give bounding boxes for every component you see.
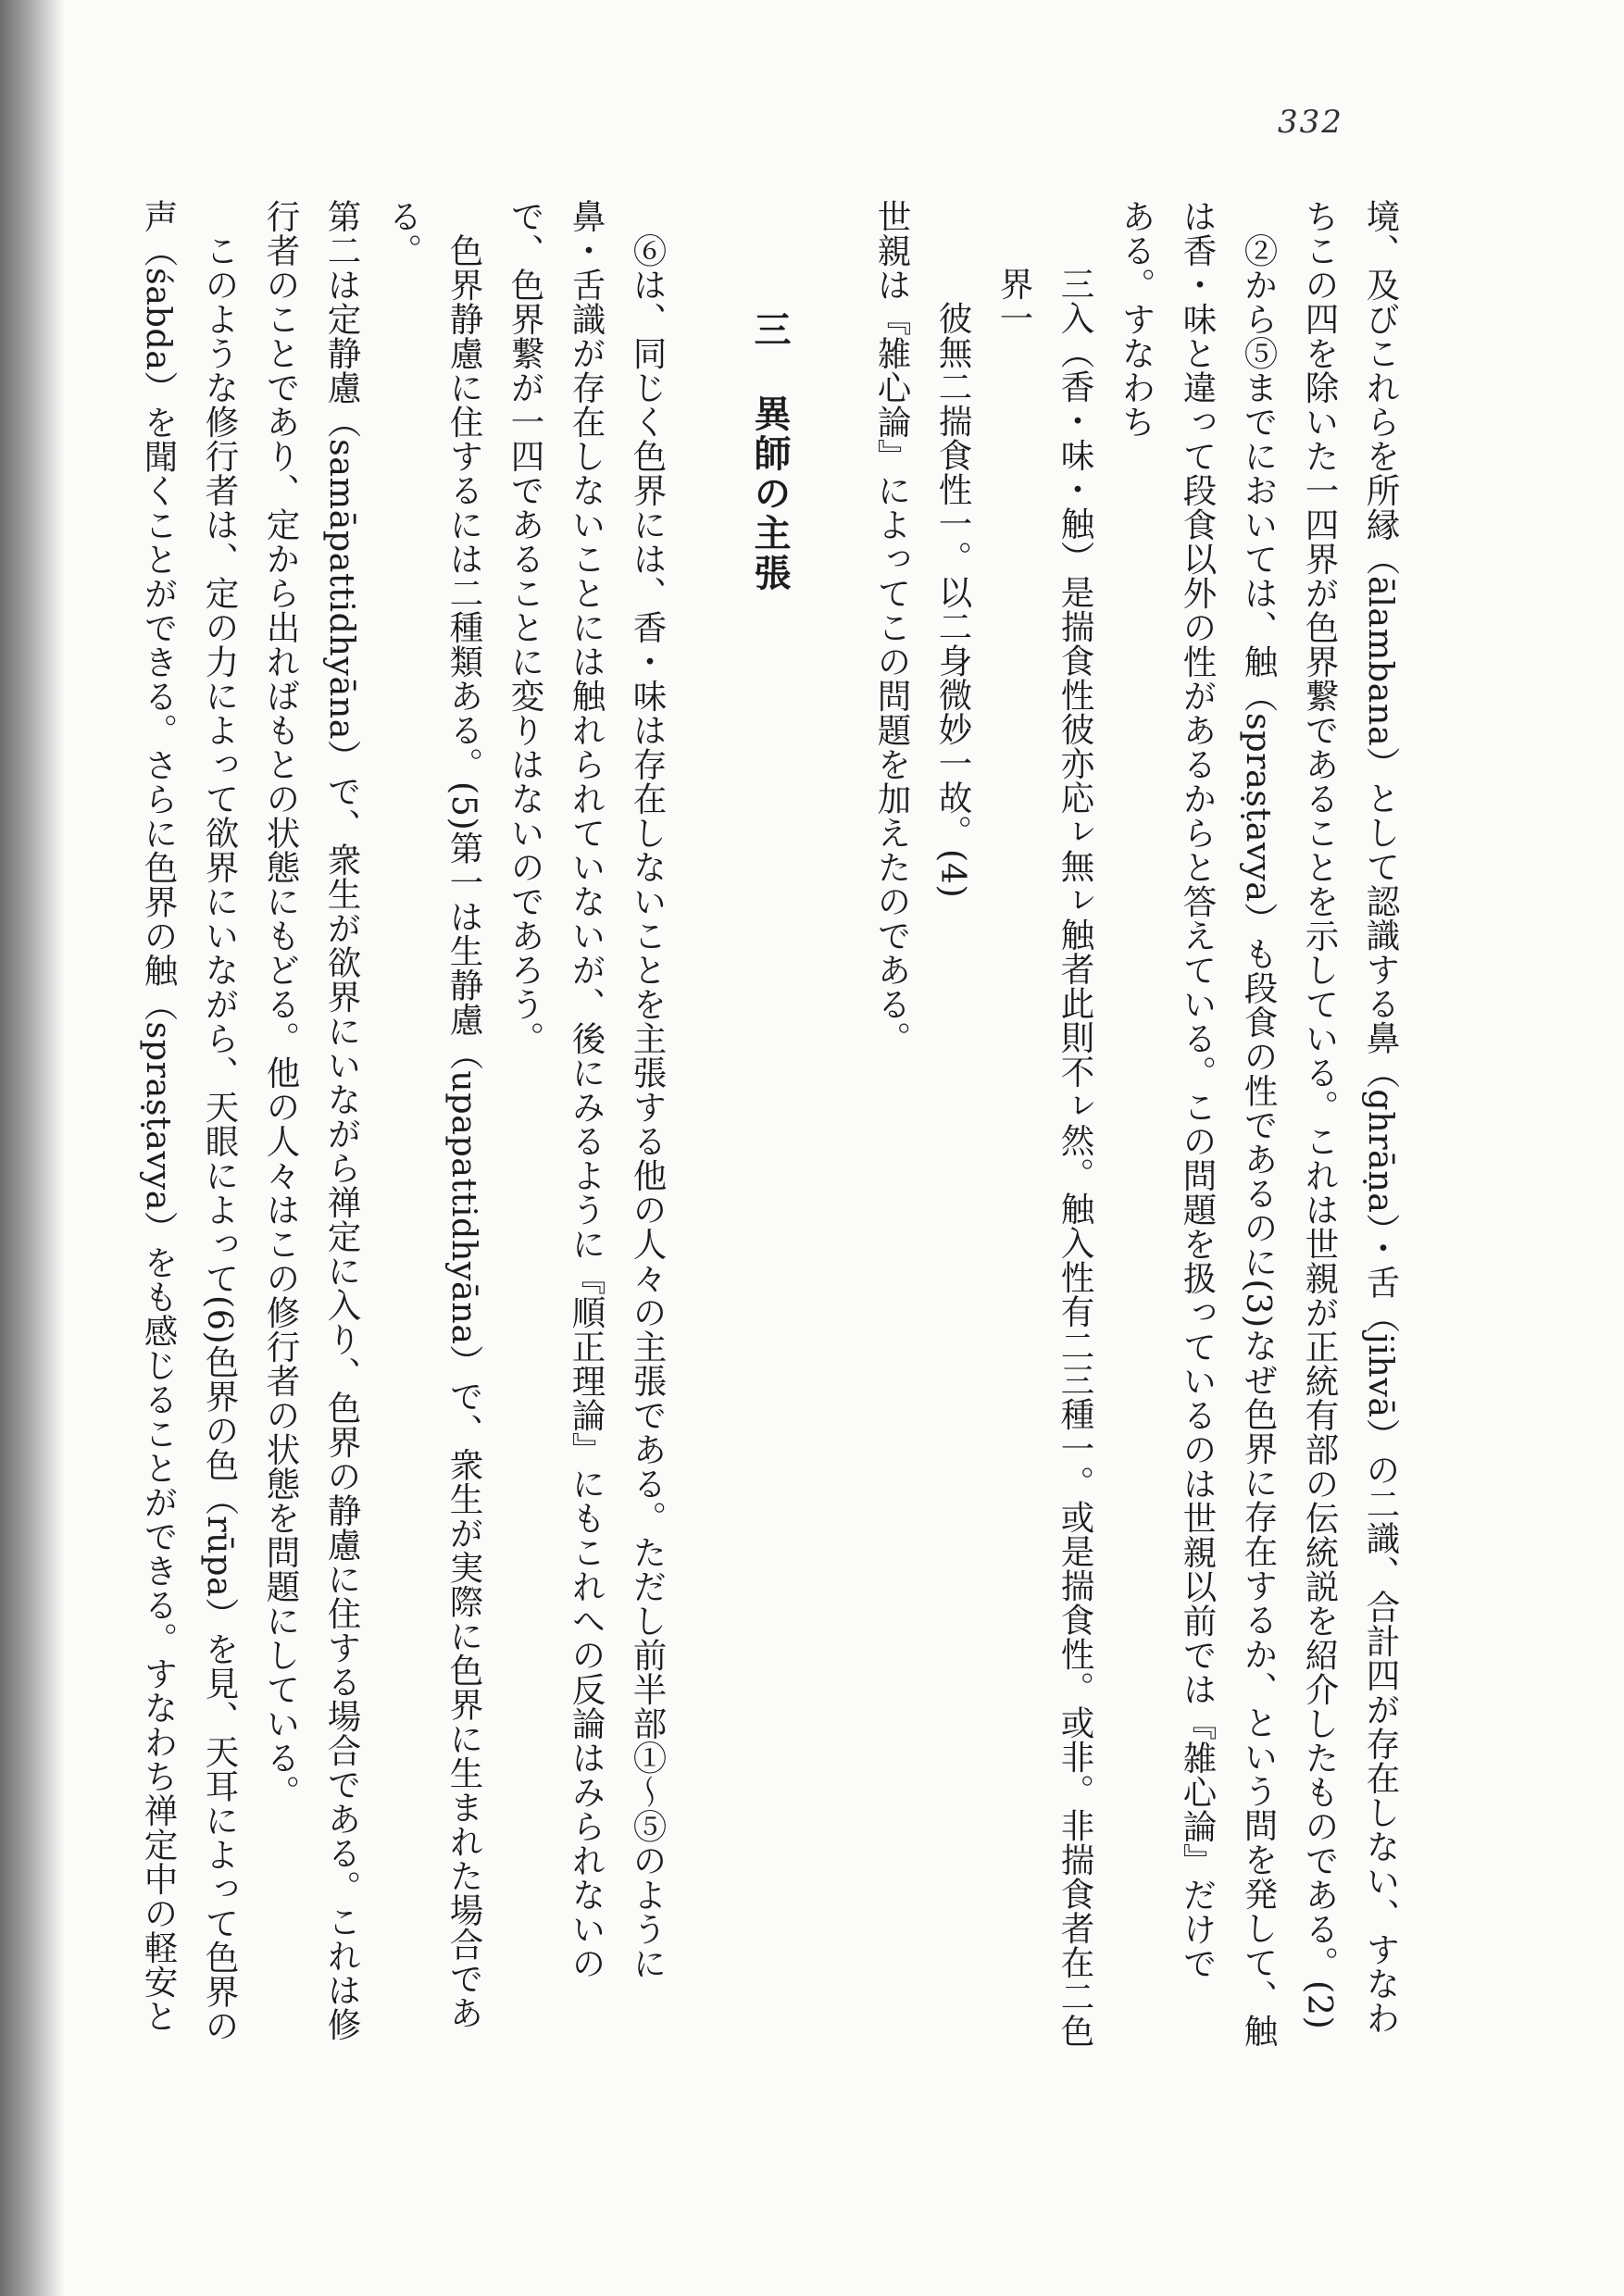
- body-text: [128, 199, 1411, 2051]
- text-line: 行者のことであり、定から出ればもとの状態にもどる。他の人々はこの修行者の状態を問題にしている。: [261, 199, 301, 1809]
- text-line: は香・味と違って段食以外の性があるからと答えている。この問題を扱っているのは世親以前では『雑心論』だけで: [1178, 199, 1218, 1980]
- section-heading: [739, 199, 800, 2051]
- section-title: 異師の主張: [748, 394, 792, 593]
- section-number: 三: [748, 310, 792, 350]
- text-line: で、色界繋が一四であることに変りはないのであろう。: [506, 199, 545, 1055]
- text-line: ⑥は、同じく色界には、香・味は存在しないことを主張する他の人々の主張である。ただし前半部①〜⑤のように: [628, 232, 668, 1980]
- text-line: 鼻・舌識が存在しないことには触れられていないが、後にみるように『順正理論』にもこれへの反論はみられないの: [567, 199, 606, 1980]
- text-line: 境、及びこれらを所縁（ālambana）として認識する鼻（ghrāṇa）・舌（jihvā）の二識、合計四が存在しない、すなわ: [1361, 199, 1401, 2035]
- text-line: 色界静慮に住するには二種類ある。(5)第一は生静慮（upapattidhyāna）で、衆生が実際に色界に生まれた場合である。: [383, 199, 484, 2029]
- quote-line: 彼無二揣食性一。以二身微妙一故。(4): [933, 300, 973, 898]
- text-line: ちこの四を除いた一四界が色界繋であることを示している。これは世親が正統有部の伝統説を紹介したものである。(2): [1300, 199, 1340, 2030]
- page-number: 332: [1278, 104, 1343, 141]
- text-line: 声（śabda）を聞くことができる。さらに色界の触（spraṣṭavya）をも感じることができる。すなわち禅定中の軽安と: [139, 199, 179, 2033]
- book-binding-shadow: [0, 0, 65, 2296]
- quote-line: 三入（香・味・触）是揣食性彼亦応ㇾ無ㇾ触者此則不ㇾ然。触入性有二三種一。或是揣食性。或非。非揣食者在二色界一: [994, 267, 1095, 2048]
- text-line: このような修行者は、定の力によって欲界にいながら、天眼によって(6)色界の色（rūpa）を見、天耳によって色界の: [200, 232, 240, 2042]
- text-line: ②から⑤までにおいては、触（spraṣṭavya）も段食の性であるのに(3)なぜ色界に存在するか、という問を発して、触: [1239, 232, 1279, 2048]
- text-line: ある。すなわち: [1117, 199, 1156, 439]
- text-line: 世親は『雑心論』によってこの問題を加えたのである。: [872, 199, 912, 1055]
- text-line: 第二は定静慮（samāpattidhyāna）で、衆生が欲界にいながら禅定に入り、色界の静慮に住する場合である。これは修: [322, 199, 362, 2042]
